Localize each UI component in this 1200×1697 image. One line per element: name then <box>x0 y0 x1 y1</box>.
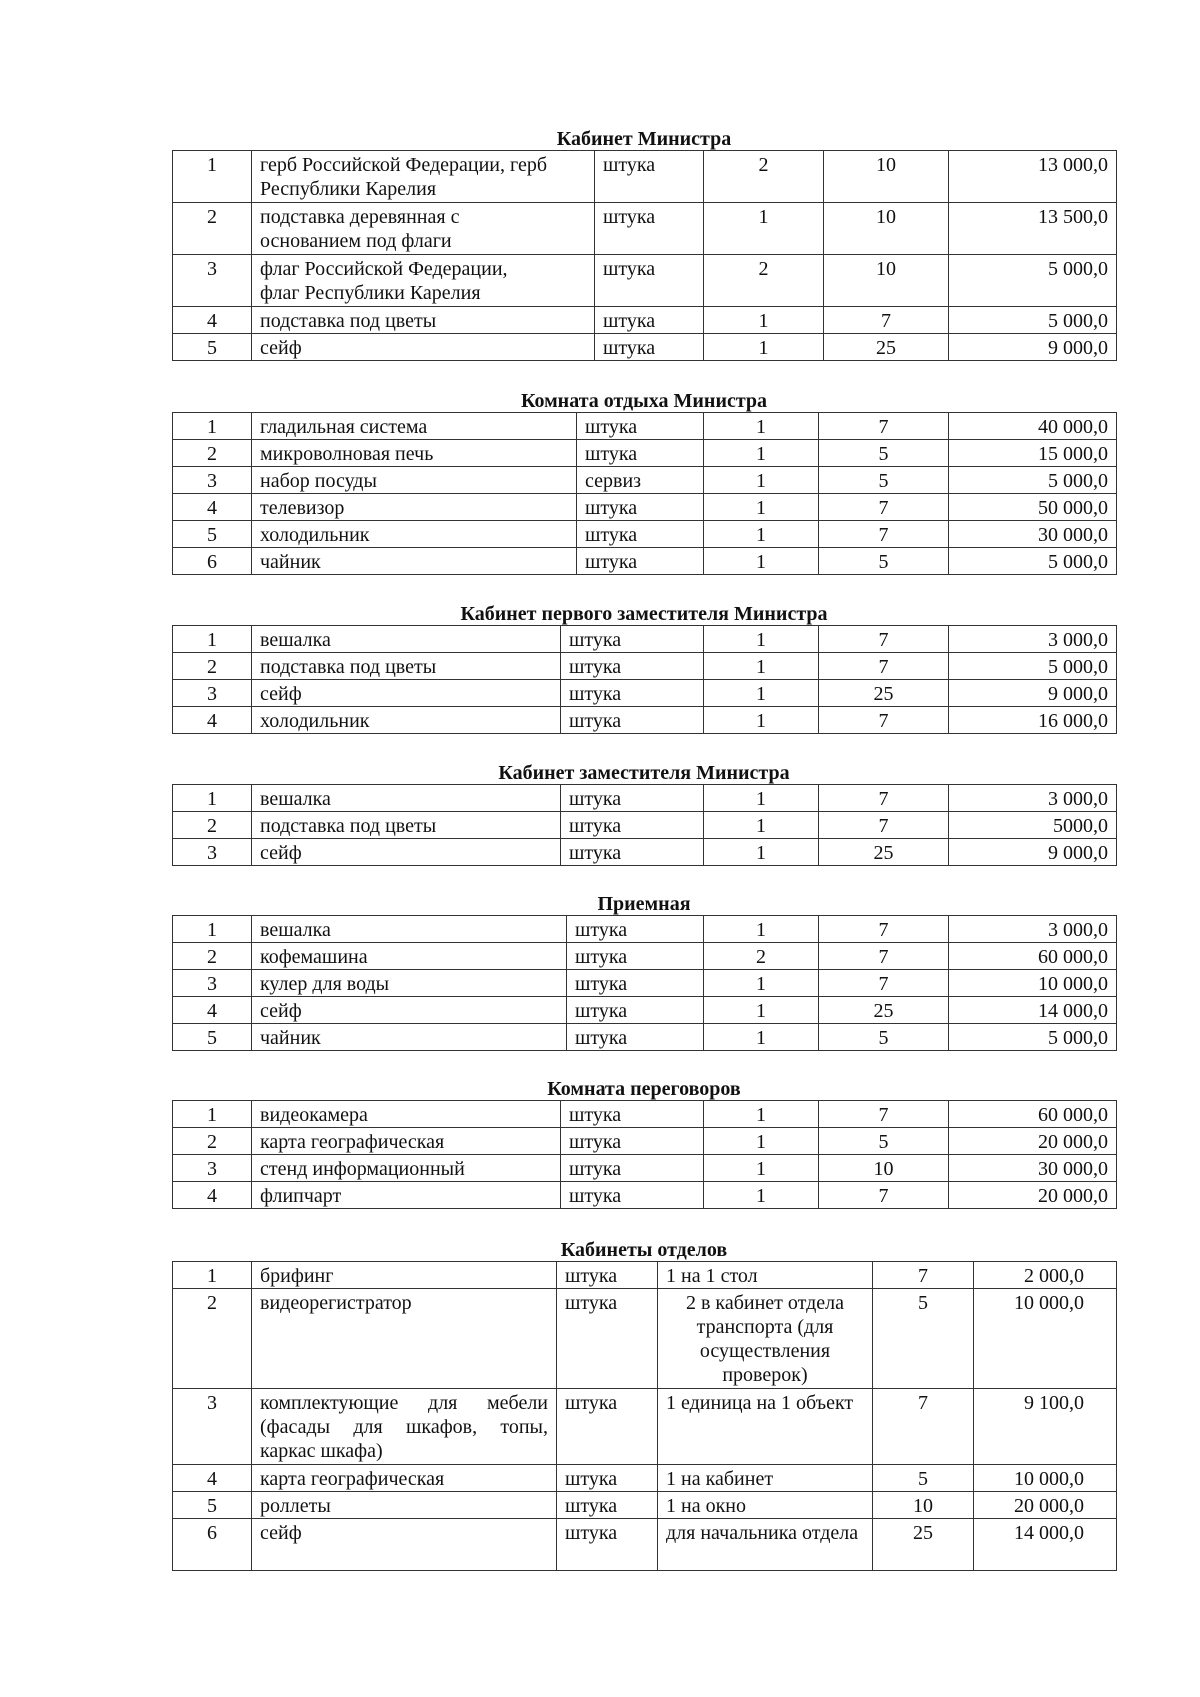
item-name: роллеты <box>252 1492 557 1519</box>
item-quantity: 1 <box>704 307 824 334</box>
item-quantity: 2 <box>704 943 819 970</box>
row-number: 4 <box>173 707 252 734</box>
item-unit: сервиз <box>577 467 704 494</box>
item-name: кофемашина <box>252 943 567 970</box>
item-quantity: 1 <box>704 680 819 707</box>
table-row <box>173 1492 1117 1519</box>
item-name: сейф <box>252 1519 557 1571</box>
item-quantity: 1 на окно <box>658 1492 873 1519</box>
item-unit: штука <box>577 521 704 548</box>
item-quantity: 1 <box>704 839 819 866</box>
item-quantity: 2 <box>704 151 824 203</box>
table-row <box>173 839 1117 866</box>
item-name: вешалка <box>252 626 561 653</box>
item-service-life: 7 <box>819 626 949 653</box>
item-name: герб Российской Федерации, герб Республики Карелия <box>252 151 595 203</box>
item-quantity: 1 <box>704 1024 819 1051</box>
item-name: гладильная система <box>252 413 577 440</box>
item-service-life: 7 <box>819 1101 949 1128</box>
item-unit: штука <box>595 334 704 361</box>
item-service-life: 10 <box>819 1155 949 1182</box>
table-row <box>173 307 1117 334</box>
item-name: вешалка <box>252 916 567 943</box>
table-row <box>173 1024 1117 1051</box>
item-price: 15 000,0 <box>949 440 1117 467</box>
item-name: видеорегистратор <box>252 1289 557 1389</box>
items-table <box>172 915 1117 1051</box>
section-title: Кабинет Министра <box>556 128 732 150</box>
item-price: 20 000,0 <box>974 1492 1117 1519</box>
item-service-life: 7 <box>819 521 949 548</box>
section-title: Кабинет первого заместителя Министра <box>460 603 828 625</box>
item-price: 3 000,0 <box>949 916 1117 943</box>
item-price: 14 000,0 <box>949 997 1117 1024</box>
row-number: 2 <box>173 1128 252 1155</box>
item-price: 5 000,0 <box>949 255 1117 307</box>
item-name: карта географическая <box>252 1465 557 1492</box>
item-price: 30 000,0 <box>949 521 1117 548</box>
section-meeting-room <box>172 1078 1116 1209</box>
item-service-life: 7 <box>819 413 949 440</box>
item-unit: штука <box>567 943 704 970</box>
item-price: 13 500,0 <box>949 203 1117 255</box>
table-row <box>173 626 1117 653</box>
table-row <box>173 1262 1117 1289</box>
item-service-life: 7 <box>819 494 949 521</box>
section-first-deputy-office <box>172 603 1116 734</box>
item-price: 60 000,0 <box>949 943 1117 970</box>
item-service-life: 7 <box>819 970 949 997</box>
row-number: 2 <box>173 440 252 467</box>
item-unit: штука <box>561 785 704 812</box>
item-unit: штука <box>561 653 704 680</box>
item-service-life: 25 <box>819 997 949 1024</box>
item-quantity: 1 <box>704 334 824 361</box>
item-price: 30 000,0 <box>949 1155 1117 1182</box>
table-row <box>173 1465 1117 1492</box>
item-unit: штука <box>561 812 704 839</box>
item-quantity: 2 в кабинет отдела транспорта (для осуществления проверок) <box>658 1289 873 1389</box>
item-quantity: 1 <box>704 548 819 575</box>
item-price: 9 000,0 <box>949 334 1117 361</box>
item-service-life: 10 <box>824 203 949 255</box>
items-table <box>172 784 1117 866</box>
row-number: 5 <box>173 1024 252 1051</box>
table-row <box>173 785 1117 812</box>
item-unit: штука <box>567 916 704 943</box>
item-service-life: 5 <box>819 1024 949 1051</box>
item-quantity: для начальника отдела <box>658 1519 873 1571</box>
item-price: 3 000,0 <box>949 626 1117 653</box>
item-unit: штука <box>561 680 704 707</box>
items-table <box>172 1100 1117 1209</box>
item-price: 5 000,0 <box>949 548 1117 575</box>
item-name: брифинг <box>252 1262 557 1289</box>
item-name: сейф <box>252 839 561 866</box>
section-minister-rest-room <box>172 390 1116 575</box>
item-service-life: 7 <box>824 307 949 334</box>
item-unit: штука <box>595 203 704 255</box>
item-unit: штука <box>567 1024 704 1051</box>
item-name: карта географическая <box>252 1128 561 1155</box>
item-unit: штука <box>595 255 704 307</box>
section-title: Комната отдыха Министра <box>520 390 768 412</box>
item-service-life: 25 <box>873 1519 974 1571</box>
item-service-life: 7 <box>819 812 949 839</box>
row-number: 3 <box>173 1155 252 1182</box>
item-unit: штука <box>561 1182 704 1209</box>
table-row <box>173 151 1117 203</box>
item-price: 14 000,0 <box>974 1519 1117 1571</box>
item-quantity: 1 <box>704 203 824 255</box>
row-number: 6 <box>173 548 252 575</box>
item-service-life: 5 <box>819 440 949 467</box>
table-row <box>173 653 1117 680</box>
item-quantity: 1 <box>704 1128 819 1155</box>
item-unit: штука <box>557 1262 658 1289</box>
item-quantity: 1 <box>704 521 819 548</box>
item-price: 3 000,0 <box>949 785 1117 812</box>
item-unit: штука <box>561 626 704 653</box>
item-name: набор посуды <box>252 467 577 494</box>
item-name: чайник <box>252 548 577 575</box>
table-row <box>173 1519 1117 1571</box>
table-row <box>173 812 1117 839</box>
table-row <box>173 916 1117 943</box>
section-minister-office <box>172 128 1116 361</box>
item-name: стенд информационный <box>252 1155 561 1182</box>
row-number: 3 <box>173 970 252 997</box>
row-number: 1 <box>173 1262 252 1289</box>
row-number: 3 <box>173 839 252 866</box>
item-quantity: 1 <box>704 626 819 653</box>
section-title: Кабинет заместителя Министра <box>498 762 790 784</box>
row-number: 3 <box>173 255 252 307</box>
item-service-life: 7 <box>819 943 949 970</box>
table-row <box>173 943 1117 970</box>
section-title: Приемная <box>597 893 691 915</box>
item-name: подставка под цветы <box>252 307 595 334</box>
section-deputy-office <box>172 762 1116 866</box>
item-quantity: 2 <box>704 255 824 307</box>
section-department-offices <box>172 1239 1116 1571</box>
item-name: комплектующие для мебели (фасады для шкафов, топы, каркас шкафа) <box>252 1389 557 1465</box>
item-service-life: 7 <box>819 785 949 812</box>
section-title: Кабинеты отделов <box>560 1239 728 1261</box>
item-price: 50 000,0 <box>949 494 1117 521</box>
item-service-life: 10 <box>824 151 949 203</box>
item-name: кулер для воды <box>252 970 567 997</box>
item-price: 5 000,0 <box>949 307 1117 334</box>
item-quantity: 1 единица на 1 объект <box>658 1389 873 1465</box>
item-price: 9 100,0 <box>974 1389 1117 1465</box>
item-name: сейф <box>252 680 561 707</box>
item-price: 5000,0 <box>949 812 1117 839</box>
item-name: телевизор <box>252 494 577 521</box>
table-row <box>173 413 1117 440</box>
row-number: 2 <box>173 203 252 255</box>
item-unit: штука <box>577 440 704 467</box>
table-row <box>173 707 1117 734</box>
item-unit: штука <box>561 1128 704 1155</box>
row-number: 1 <box>173 1101 252 1128</box>
items-table <box>172 1261 1117 1571</box>
item-name: чайник <box>252 1024 567 1051</box>
item-service-life: 7 <box>819 653 949 680</box>
item-price: 10 000,0 <box>974 1465 1117 1492</box>
row-number: 3 <box>173 1389 252 1465</box>
item-name: сейф <box>252 334 595 361</box>
item-unit: штука <box>557 1492 658 1519</box>
item-service-life: 5 <box>819 548 949 575</box>
item-service-life: 5 <box>873 1465 974 1492</box>
item-name: флаг Российской Федерации, флаг Республики Карелия <box>252 255 595 307</box>
item-quantity: 1 <box>704 707 819 734</box>
table-row <box>173 494 1117 521</box>
item-quantity: 1 <box>704 1155 819 1182</box>
item-name: подставка деревянная с основанием под флаги <box>252 203 595 255</box>
item-unit: штука <box>561 1101 704 1128</box>
item-name: холодильник <box>252 521 577 548</box>
row-number: 1 <box>173 626 252 653</box>
item-price: 10 000,0 <box>949 970 1117 997</box>
item-service-life: 7 <box>819 1182 949 1209</box>
table-row <box>173 970 1117 997</box>
item-price: 9 000,0 <box>949 680 1117 707</box>
item-quantity: 1 <box>704 812 819 839</box>
item-quantity: 1 <box>704 997 819 1024</box>
item-price: 10 000,0 <box>974 1289 1117 1389</box>
row-number: 1 <box>173 916 252 943</box>
item-price: 9 000,0 <box>949 839 1117 866</box>
item-name: сейф <box>252 997 567 1024</box>
item-unit: штука <box>567 997 704 1024</box>
item-quantity: 1 на 1 стол <box>658 1262 873 1289</box>
item-unit: штука <box>561 707 704 734</box>
item-service-life: 25 <box>824 334 949 361</box>
item-unit: штука <box>557 1519 658 1571</box>
item-unit: штука <box>577 494 704 521</box>
item-unit: штука <box>557 1289 658 1389</box>
item-name: подставка под цветы <box>252 812 561 839</box>
table-row <box>173 203 1117 255</box>
item-name: холодильник <box>252 707 561 734</box>
table-row <box>173 548 1117 575</box>
table-row <box>173 334 1117 361</box>
row-number: 1 <box>173 151 252 203</box>
item-service-life: 5 <box>819 467 949 494</box>
row-number: 5 <box>173 521 252 548</box>
row-number: 1 <box>173 413 252 440</box>
row-number: 4 <box>173 997 252 1024</box>
row-number: 3 <box>173 467 252 494</box>
item-unit: штука <box>557 1389 658 1465</box>
item-quantity: 1 <box>704 970 819 997</box>
item-unit: штука <box>577 548 704 575</box>
row-number: 5 <box>173 1492 252 1519</box>
item-price: 5 000,0 <box>949 1024 1117 1051</box>
item-service-life: 10 <box>873 1492 974 1519</box>
item-price: 2 000,0 <box>974 1262 1117 1289</box>
table-row <box>173 1289 1117 1389</box>
row-number: 4 <box>173 1465 252 1492</box>
item-price: 40 000,0 <box>949 413 1117 440</box>
table-row <box>173 1101 1117 1128</box>
item-unit: штука <box>561 839 704 866</box>
table-row <box>173 1182 1117 1209</box>
item-quantity: 1 <box>704 653 819 680</box>
row-number: 3 <box>173 680 252 707</box>
item-name: подставка под цветы <box>252 653 561 680</box>
item-name: микроволновая печь <box>252 440 577 467</box>
item-unit: штука <box>595 151 704 203</box>
item-quantity: 1 <box>704 494 819 521</box>
table-row <box>173 997 1117 1024</box>
item-service-life: 7 <box>819 707 949 734</box>
section-title: Комната переговоров <box>547 1078 741 1100</box>
item-price: 5 000,0 <box>949 467 1117 494</box>
item-quantity: 1 <box>704 1182 819 1209</box>
item-quantity: 1 <box>704 785 819 812</box>
item-price: 60 000,0 <box>949 1101 1117 1128</box>
item-unit: штука <box>557 1465 658 1492</box>
row-number: 2 <box>173 812 252 839</box>
item-service-life: 7 <box>873 1262 974 1289</box>
table-row <box>173 680 1117 707</box>
item-price: 5 000,0 <box>949 653 1117 680</box>
item-unit: штука <box>567 970 704 997</box>
item-unit: штука <box>561 1155 704 1182</box>
row-number: 2 <box>173 943 252 970</box>
row-number: 5 <box>173 334 252 361</box>
item-service-life: 25 <box>819 680 949 707</box>
item-unit: штука <box>577 413 704 440</box>
items-table <box>172 625 1117 734</box>
table-row <box>173 467 1117 494</box>
item-quantity: 1 <box>704 467 819 494</box>
section-reception <box>172 893 1116 1051</box>
items-table <box>172 412 1117 575</box>
item-quantity: 1 <box>704 916 819 943</box>
item-unit: штука <box>595 307 704 334</box>
item-quantity: 1 <box>704 413 819 440</box>
table-row <box>173 1155 1117 1182</box>
table-row <box>173 1389 1117 1465</box>
item-quantity: 1 на кабинет <box>658 1465 873 1492</box>
row-number: 2 <box>173 653 252 680</box>
item-service-life: 7 <box>819 916 949 943</box>
row-number: 6 <box>173 1519 252 1571</box>
item-service-life: 5 <box>873 1289 974 1389</box>
item-quantity: 1 <box>704 1101 819 1128</box>
items-table <box>172 150 1117 361</box>
item-service-life: 10 <box>824 255 949 307</box>
table-row <box>173 1128 1117 1155</box>
item-price: 16 000,0 <box>949 707 1117 734</box>
item-service-life: 25 <box>819 839 949 866</box>
item-service-life: 7 <box>873 1389 974 1465</box>
item-price: 13 000,0 <box>949 151 1117 203</box>
table-row <box>173 255 1117 307</box>
item-price: 20 000,0 <box>949 1128 1117 1155</box>
item-quantity: 1 <box>704 440 819 467</box>
row-number: 4 <box>173 494 252 521</box>
row-number: 2 <box>173 1289 252 1389</box>
item-name: видеокамера <box>252 1101 561 1128</box>
table-row <box>173 440 1117 467</box>
row-number: 4 <box>173 307 252 334</box>
row-number: 4 <box>173 1182 252 1209</box>
item-name: вешалка <box>252 785 561 812</box>
table-row <box>173 521 1117 548</box>
item-name: флипчарт <box>252 1182 561 1209</box>
row-number: 1 <box>173 785 252 812</box>
item-service-life: 5 <box>819 1128 949 1155</box>
item-price: 20 000,0 <box>949 1182 1117 1209</box>
